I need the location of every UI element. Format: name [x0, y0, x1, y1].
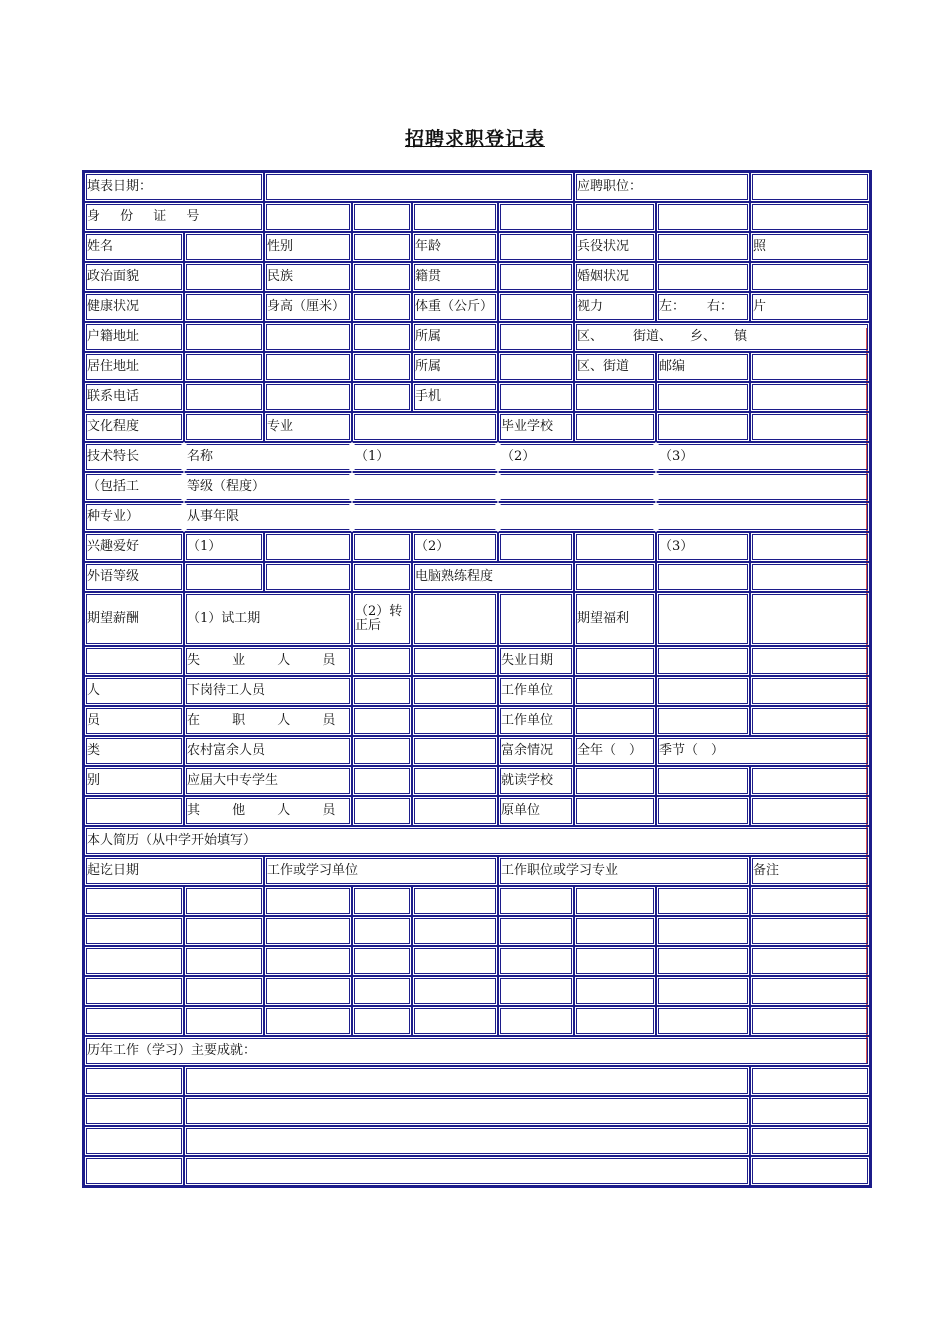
resume-cell[interactable]: [84, 976, 184, 1006]
phone-input[interactable]: [264, 382, 352, 412]
category-input[interactable]: [352, 796, 412, 826]
resume-cell[interactable]: [656, 886, 750, 916]
resume-cell[interactable]: [184, 886, 264, 916]
skill-2-years[interactable]: [498, 502, 656, 532]
resume-cell[interactable]: [498, 886, 574, 916]
skill-1-label: （1）: [352, 442, 498, 472]
computer-input[interactable]: [656, 562, 750, 592]
category-label: 人: [84, 676, 184, 706]
resume-cell[interactable]: [84, 1006, 184, 1036]
laid-off-option[interactable]: 下岗待工人员: [184, 676, 352, 706]
ethnicity-label: 民族: [264, 262, 352, 292]
weight-input[interactable]: [498, 292, 574, 322]
hobby-2-input[interactable]: [498, 532, 574, 562]
regular-salary-input[interactable]: [498, 592, 574, 646]
achievement-row: [84, 1126, 870, 1156]
language-label: 外语等级: [84, 562, 184, 592]
achievement-cell[interactable]: [184, 1066, 750, 1096]
category-input[interactable]: [412, 676, 498, 706]
resume-cell[interactable]: [184, 1006, 264, 1036]
residence-belongs-label: 所属: [412, 352, 498, 382]
skill-3-years[interactable]: [656, 502, 870, 532]
phone-input[interactable]: [352, 382, 412, 412]
education-input[interactable]: [184, 412, 264, 442]
photo-label-1: 照: [750, 232, 870, 262]
resume-note-header: 备注: [750, 856, 870, 886]
achievement-cell[interactable]: [750, 1066, 870, 1096]
school-input[interactable]: [750, 412, 870, 442]
politics-input[interactable]: [184, 262, 264, 292]
achievement-cell[interactable]: [84, 1156, 184, 1186]
resume-cell[interactable]: [656, 916, 750, 946]
resume-cell[interactable]: [750, 1006, 870, 1036]
education-label: 文化程度: [84, 412, 184, 442]
military-label: 兵役状况: [574, 232, 656, 262]
residence-input[interactable]: [184, 352, 264, 382]
huji-input[interactable]: [352, 322, 412, 352]
resume-row: [84, 916, 870, 946]
huji-district-line[interactable]: [574, 322, 870, 352]
skill-years-label: 从事年限: [184, 502, 352, 532]
hobby-1-label: （1）: [184, 532, 264, 562]
residence-input[interactable]: [352, 352, 412, 382]
rural-option[interactable]: 农村富余人员: [184, 736, 352, 766]
category-label: 别: [84, 766, 184, 796]
marital-label: 婚姻状况: [574, 262, 656, 292]
category-label: 类: [84, 736, 184, 766]
resume-cell[interactable]: [84, 886, 184, 916]
other-option[interactable]: 其 他 人 员: [184, 796, 352, 826]
achievement-row: [84, 1066, 870, 1096]
resume-cell[interactable]: [412, 976, 498, 1006]
gender-label: 性别: [264, 232, 352, 262]
work-unit-input[interactable]: [750, 676, 870, 706]
unemployed-date-input[interactable]: [750, 646, 870, 676]
form-title: 招聘求职登记表: [404, 128, 545, 150]
health-input[interactable]: [184, 292, 264, 322]
vision-label: 视力: [574, 292, 656, 322]
resume-cell[interactable]: [184, 976, 264, 1006]
fill-date-label: 填表日期：: [84, 172, 264, 202]
postcode-label: 邮编: [656, 352, 750, 382]
achievements-title: 历年工作（学习）主要成就：: [84, 1036, 870, 1066]
native-place-label: 籍贯: [412, 262, 498, 292]
resume-cell[interactable]: [412, 1006, 498, 1036]
employed-option[interactable]: 在 职 人 员: [184, 706, 352, 736]
resume-cell[interactable]: [574, 916, 656, 946]
work-unit-input[interactable]: [574, 676, 656, 706]
resume-cell[interactable]: [574, 976, 656, 1006]
photo-box: [750, 262, 870, 292]
ethnicity-input[interactable]: [352, 262, 412, 292]
id-digit-cell[interactable]: [656, 202, 750, 232]
resume-cell[interactable]: [184, 916, 264, 946]
work-unit-input[interactable]: [574, 706, 656, 736]
phone-label: 联系电话: [84, 382, 184, 412]
military-input[interactable]: [656, 232, 750, 262]
former-unit-input[interactable]: [574, 796, 656, 826]
resume-row: [84, 976, 870, 1006]
trial-salary-label: （1）试工期: [184, 592, 352, 646]
name-input[interactable]: [184, 232, 264, 262]
id-digit-cell[interactable]: [264, 202, 352, 232]
achievement-cell[interactable]: [184, 1096, 750, 1126]
right-eye-label: 右：: [707, 299, 734, 314]
zhen-label: 镇: [734, 329, 748, 344]
left-eye-label: 左：: [659, 299, 686, 314]
school-label: 毕业学校: [498, 412, 574, 442]
work-unit-label: 工作单位: [498, 676, 574, 706]
id-digit-cell[interactable]: [498, 202, 574, 232]
resume-cell[interactable]: [750, 886, 870, 916]
resume-cell[interactable]: [264, 946, 352, 976]
huji-belongs-label: 所属: [412, 322, 498, 352]
resume-cell[interactable]: [264, 1006, 352, 1036]
skill-2-label: （2）: [498, 442, 656, 472]
regular-salary-input[interactable]: [412, 592, 498, 646]
id-card-label: 身 份 证 号: [84, 202, 264, 232]
resume-cell[interactable]: [498, 1006, 574, 1036]
resume-cell[interactable]: [352, 916, 412, 946]
politics-label: 政治面貌: [84, 262, 184, 292]
achievement-cell[interactable]: [184, 1126, 750, 1156]
native-place-input[interactable]: [498, 262, 574, 292]
resume-cell[interactable]: [656, 946, 750, 976]
regular-salary-label: （2）转正后: [352, 592, 412, 646]
huji-label: 户籍地址: [84, 322, 184, 352]
residence-belongs-input[interactable]: [498, 352, 574, 382]
huji-belongs-input[interactable]: [498, 322, 574, 352]
skills-label-cont: 种专业）: [84, 502, 184, 532]
achievement-cell[interactable]: [750, 1156, 870, 1186]
major-label: 专业: [264, 412, 352, 442]
resume-row: [84, 886, 870, 916]
former-unit-input[interactable]: [656, 796, 750, 826]
resume-dates-header: 起讫日期: [84, 856, 264, 886]
resume-cell[interactable]: [412, 916, 498, 946]
apply-position-input[interactable]: [750, 172, 870, 202]
skill-level-label: 等级（程度）: [184, 472, 352, 502]
name-label: 姓名: [84, 232, 184, 262]
id-digit-cell[interactable]: [412, 202, 498, 232]
category-label: [84, 796, 184, 826]
computer-input[interactable]: [574, 562, 656, 592]
unemployed-option[interactable]: 失 业 人 员: [184, 646, 352, 676]
language-input[interactable]: [352, 562, 412, 592]
achievement-row: [84, 1096, 870, 1126]
category-input[interactable]: [412, 796, 498, 826]
work-unit-input[interactable]: [656, 676, 750, 706]
former-unit-label: 原单位: [498, 796, 574, 826]
resume-cell[interactable]: [264, 886, 352, 916]
weight-label: 体重（公斤）: [412, 292, 498, 322]
surplus-label: 富余情况: [498, 736, 574, 766]
school-input[interactable]: [574, 412, 656, 442]
category-label: 员: [84, 706, 184, 736]
achievement-cell[interactable]: [84, 1096, 184, 1126]
achievement-cell[interactable]: [84, 1066, 184, 1096]
health-label: 健康状况: [84, 292, 184, 322]
resume-cell[interactable]: [184, 946, 264, 976]
resume-row: [84, 946, 870, 976]
resume-cell[interactable]: [412, 946, 498, 976]
postcode-input[interactable]: [750, 352, 870, 382]
hobby-1-input[interactable]: [352, 532, 412, 562]
skill-2-level[interactable]: [498, 472, 656, 502]
benefits-label: 期望福利: [574, 592, 656, 646]
achievement-cell[interactable]: [184, 1156, 750, 1186]
gender-input[interactable]: [352, 232, 412, 262]
huji-input[interactable]: [264, 322, 352, 352]
graduate-option[interactable]: 应届大中专学生: [184, 766, 352, 796]
resume-cell[interactable]: [498, 916, 574, 946]
current-school-label: 就读学校: [498, 766, 574, 796]
resume-unit-header: 工作或学习单位: [264, 856, 498, 886]
height-label: 身高（厘米）: [264, 292, 352, 322]
apply-position-label: 应聘职位：: [574, 172, 750, 202]
skill-1-level[interactable]: [352, 472, 498, 502]
skill-3-level[interactable]: [656, 472, 870, 502]
resume-cell[interactable]: [352, 886, 412, 916]
hobby-1-input[interactable]: [264, 532, 352, 562]
category-input[interactable]: [412, 706, 498, 736]
category-input[interactable]: [352, 736, 412, 766]
category-input[interactable]: [412, 766, 498, 796]
category-label: [84, 646, 184, 676]
unemployed-date-label: 失业日期: [498, 646, 574, 676]
resume-cell[interactable]: [498, 946, 574, 976]
current-school-input[interactable]: [656, 766, 750, 796]
mobile-input[interactable]: [574, 382, 656, 412]
resume-cell[interactable]: [264, 976, 352, 1006]
resume-cell[interactable]: [352, 1006, 412, 1036]
residence-district-label: 区、街道: [574, 352, 656, 382]
unemployed-date-input[interactable]: [656, 646, 750, 676]
id-digit-cell[interactable]: [750, 202, 870, 232]
achievement-cell[interactable]: [84, 1126, 184, 1156]
skill-3-label: （3）: [656, 442, 870, 472]
mobile-input[interactable]: [750, 382, 870, 412]
resume-row: [84, 1006, 870, 1036]
age-input[interactable]: [498, 232, 574, 262]
street-label: 街道、: [633, 329, 673, 344]
mobile-input[interactable]: [498, 382, 574, 412]
resume-cell[interactable]: [412, 886, 498, 916]
computer-input[interactable]: [750, 562, 870, 592]
category-input[interactable]: [412, 646, 498, 676]
category-input[interactable]: [352, 706, 412, 736]
district-label: 区、: [577, 329, 604, 344]
hobbies-label: 兴趣爱好: [84, 532, 184, 562]
hobby-2-label: （2）: [412, 532, 498, 562]
resume-cell[interactable]: [574, 946, 656, 976]
resume-cell[interactable]: [656, 976, 750, 1006]
skill-name-label: 名称: [184, 442, 352, 472]
benefits-input[interactable]: [656, 592, 750, 646]
town-label: 乡、: [690, 329, 717, 344]
resume-cell[interactable]: [352, 946, 412, 976]
resume-title: 本人简历（从中学开始填写）: [84, 826, 870, 856]
computer-label: 电脑熟练程度: [412, 562, 574, 592]
mobile-label: 手机: [412, 382, 498, 412]
salary-label: 期望薪酬: [84, 592, 184, 646]
registration-table: [82, 170, 872, 1188]
category-input[interactable]: [412, 736, 498, 766]
resume-cell[interactable]: [574, 1006, 656, 1036]
language-input[interactable]: [184, 562, 264, 592]
work-unit-label: 工作单位: [498, 706, 574, 736]
category-input[interactable]: [352, 676, 412, 706]
achievement-row: [84, 1156, 870, 1186]
unemployed-date-input[interactable]: [574, 646, 656, 676]
work-unit-input[interactable]: [750, 706, 870, 736]
achievement-cell[interactable]: [750, 1096, 870, 1126]
language-input[interactable]: [264, 562, 352, 592]
age-label: 年龄: [412, 232, 498, 262]
resume-cell[interactable]: [656, 1006, 750, 1036]
skills-label: 技术特长: [84, 442, 184, 472]
category-input[interactable]: [352, 646, 412, 676]
hobby-2-input[interactable]: [574, 532, 656, 562]
major-input[interactable]: [352, 412, 498, 442]
resume-position-header: 工作职位或学习专业: [498, 856, 750, 886]
current-school-input[interactable]: [574, 766, 656, 796]
id-digit-cell[interactable]: [352, 202, 412, 232]
school-input[interactable]: [656, 412, 750, 442]
achievement-cell[interactable]: [750, 1126, 870, 1156]
full-year-option[interactable]: 全年（ ）: [574, 736, 656, 766]
residence-input[interactable]: [264, 352, 352, 382]
id-digit-cell[interactable]: [574, 202, 656, 232]
fill-date-input[interactable]: [264, 172, 574, 202]
resume-cell[interactable]: [498, 976, 574, 1006]
resume-cell[interactable]: [352, 976, 412, 1006]
photo-label-2: 片: [750, 292, 870, 322]
current-school-input[interactable]: [750, 766, 870, 796]
residence-label: 居住地址: [84, 352, 184, 382]
resume-cell[interactable]: [750, 946, 870, 976]
resume-cell[interactable]: [574, 886, 656, 916]
resume-cell[interactable]: [84, 946, 184, 976]
skill-1-years[interactable]: [352, 502, 498, 532]
seasonal-option[interactable]: 季节（ ）: [656, 736, 870, 766]
resume-cell[interactable]: [750, 916, 870, 946]
marital-input[interactable]: [656, 262, 750, 292]
height-input[interactable]: [352, 292, 412, 322]
resume-cell[interactable]: [750, 976, 870, 1006]
hobby-3-label: （3）: [656, 532, 750, 562]
hobby-3-input[interactable]: [750, 532, 870, 562]
phone-input[interactable]: [184, 382, 264, 412]
skills-label-cont: （包括工: [84, 472, 184, 502]
vision-input[interactable]: [656, 292, 750, 322]
former-unit-input[interactable]: [750, 796, 870, 826]
benefits-input[interactable]: [750, 592, 870, 646]
resume-cell[interactable]: [84, 916, 184, 946]
category-input[interactable]: [352, 766, 412, 796]
mobile-input[interactable]: [656, 382, 750, 412]
work-unit-input[interactable]: [656, 706, 750, 736]
huji-input[interactable]: [184, 322, 264, 352]
resume-cell[interactable]: [264, 916, 352, 946]
